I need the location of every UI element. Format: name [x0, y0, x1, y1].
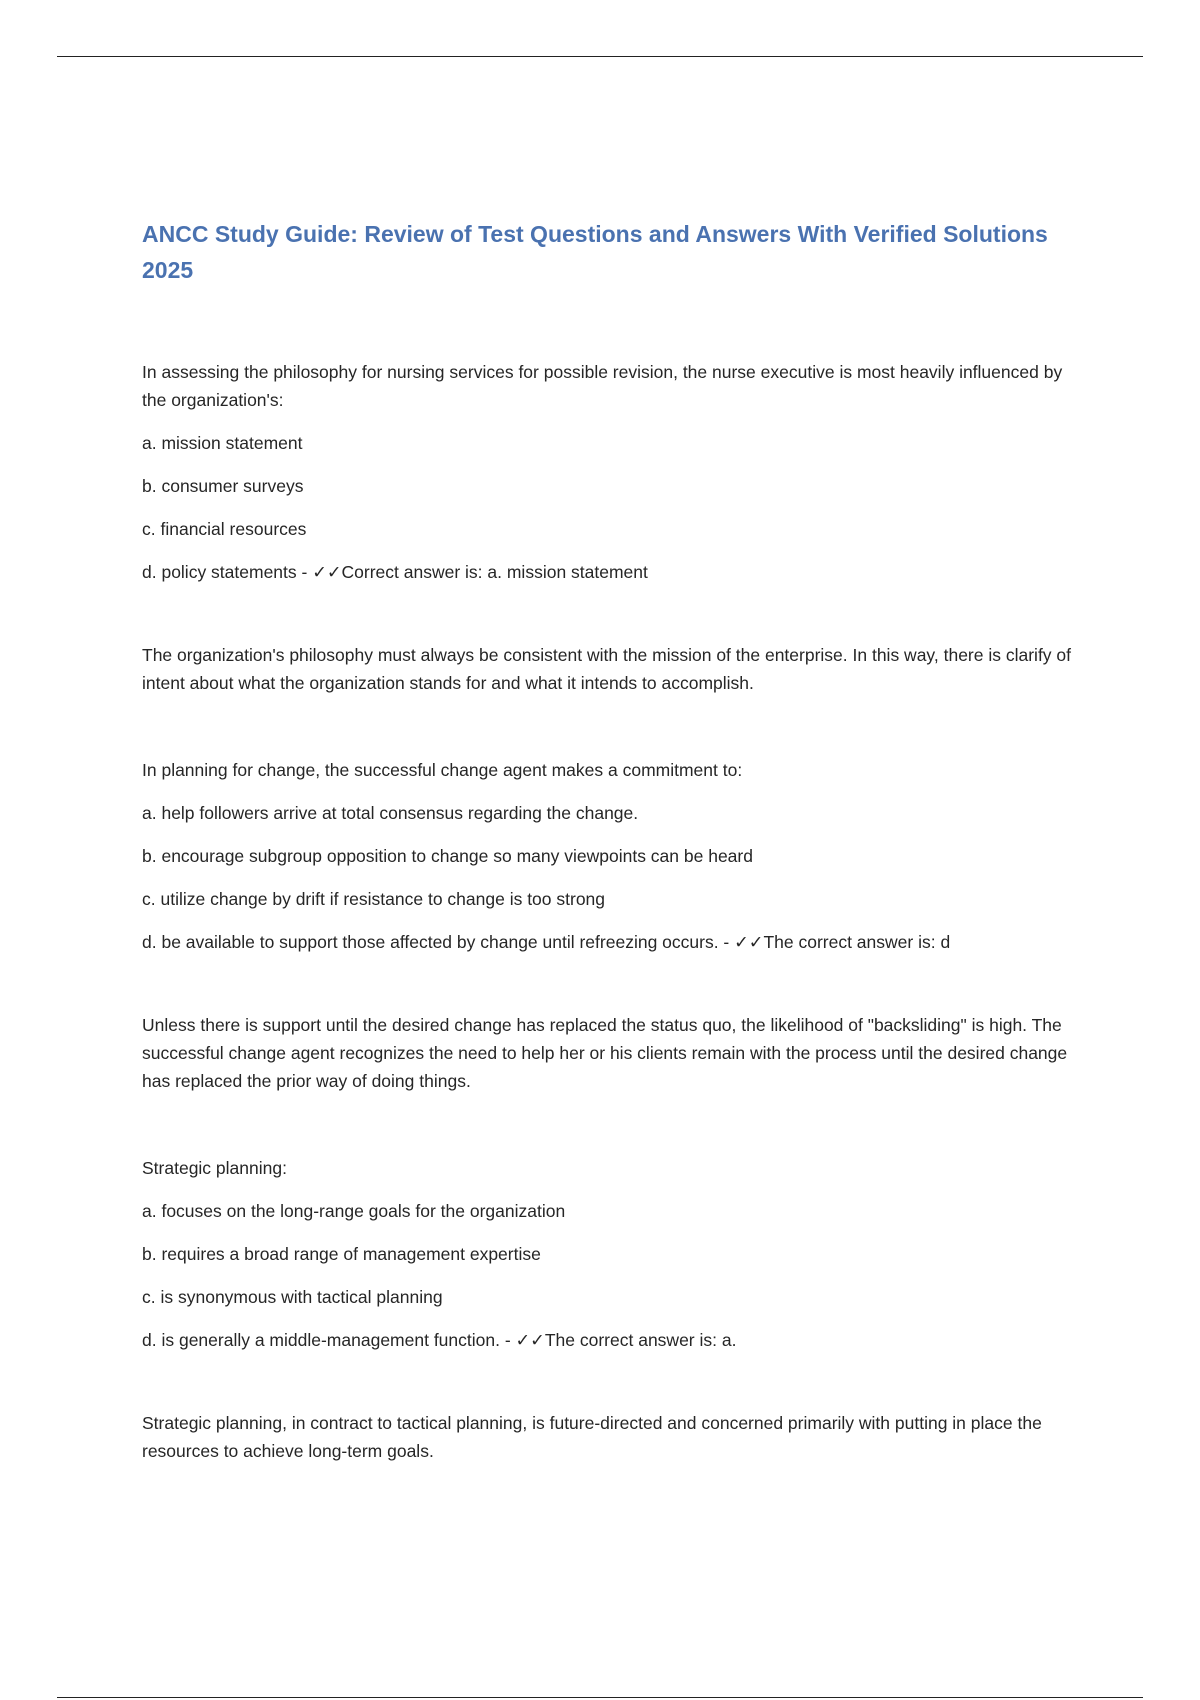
answer-explanation: Unless there is support until the desired change has replaced the status quo, the likelihood of "backsliding" is high. The successful change agent recognizes the need to help her or his clients remain with the process until the desired change has replaced the prior way of doing things.: [142, 1015, 1068, 1091]
answer-option-with-correct-answer: d. be available to support those affected by change until refreezing occurs. - ✓✓The correct answer is: d: [142, 932, 951, 952]
answer-option: c. utilize change by drift if resistance to change is too strong: [142, 889, 606, 909]
question-prompt: In planning for change, the successful change agent makes a commitment to:: [142, 760, 743, 780]
answer-option: c. financial resources: [142, 519, 307, 539]
bottom-rule: [57, 1697, 1143, 1698]
answer-option: b. encourage subgroup opposition to change so many viewpoints can be heard: [142, 846, 753, 866]
answer-option: a. help followers arrive at total consensus regarding the change.: [142, 803, 639, 823]
answer-option: b. consumer surveys: [142, 476, 304, 496]
answer-explanation: Strategic planning, in contract to tactical planning, is future-directed and concerned primarily with putting in place the resources to achieve long-term goals.: [142, 1413, 1042, 1461]
question-block: [142, 358, 1082, 697]
document-body: [142, 216, 1082, 1524]
top-rule: [57, 56, 1143, 57]
answer-explanation: The organization's philosophy must always be consistent with the mission of the enterprise. In this way, there is clarify of intent about what the organization stands for and what it intends to accomplish.: [142, 645, 1072, 693]
document-title: ANCC Study Guide: Review of Test Questions and Answers With Verified Solutions 2025: [142, 221, 1048, 283]
question-block: [142, 1154, 1082, 1465]
question-prompt: In assessing the philosophy for nursing services for possible revision, the nurse executive is most heavily influenced by the organization's:: [142, 362, 1063, 410]
answer-option: c. is synonymous with tactical planning: [142, 1287, 443, 1307]
answer-option: a. mission statement: [142, 433, 303, 453]
question-prompt: Strategic planning:: [142, 1158, 287, 1178]
answer-option: b. requires a broad range of management expertise: [142, 1244, 541, 1264]
answer-option-with-correct-answer: d. is generally a middle-management function. - ✓✓The correct answer is: a.: [142, 1330, 737, 1350]
answer-option-with-correct-answer: d. policy statements - ✓✓Correct answer is: a. mission statement: [142, 562, 648, 582]
answer-option: a. focuses on the long-range goals for the organization: [142, 1201, 566, 1221]
question-block: [142, 756, 1082, 1095]
